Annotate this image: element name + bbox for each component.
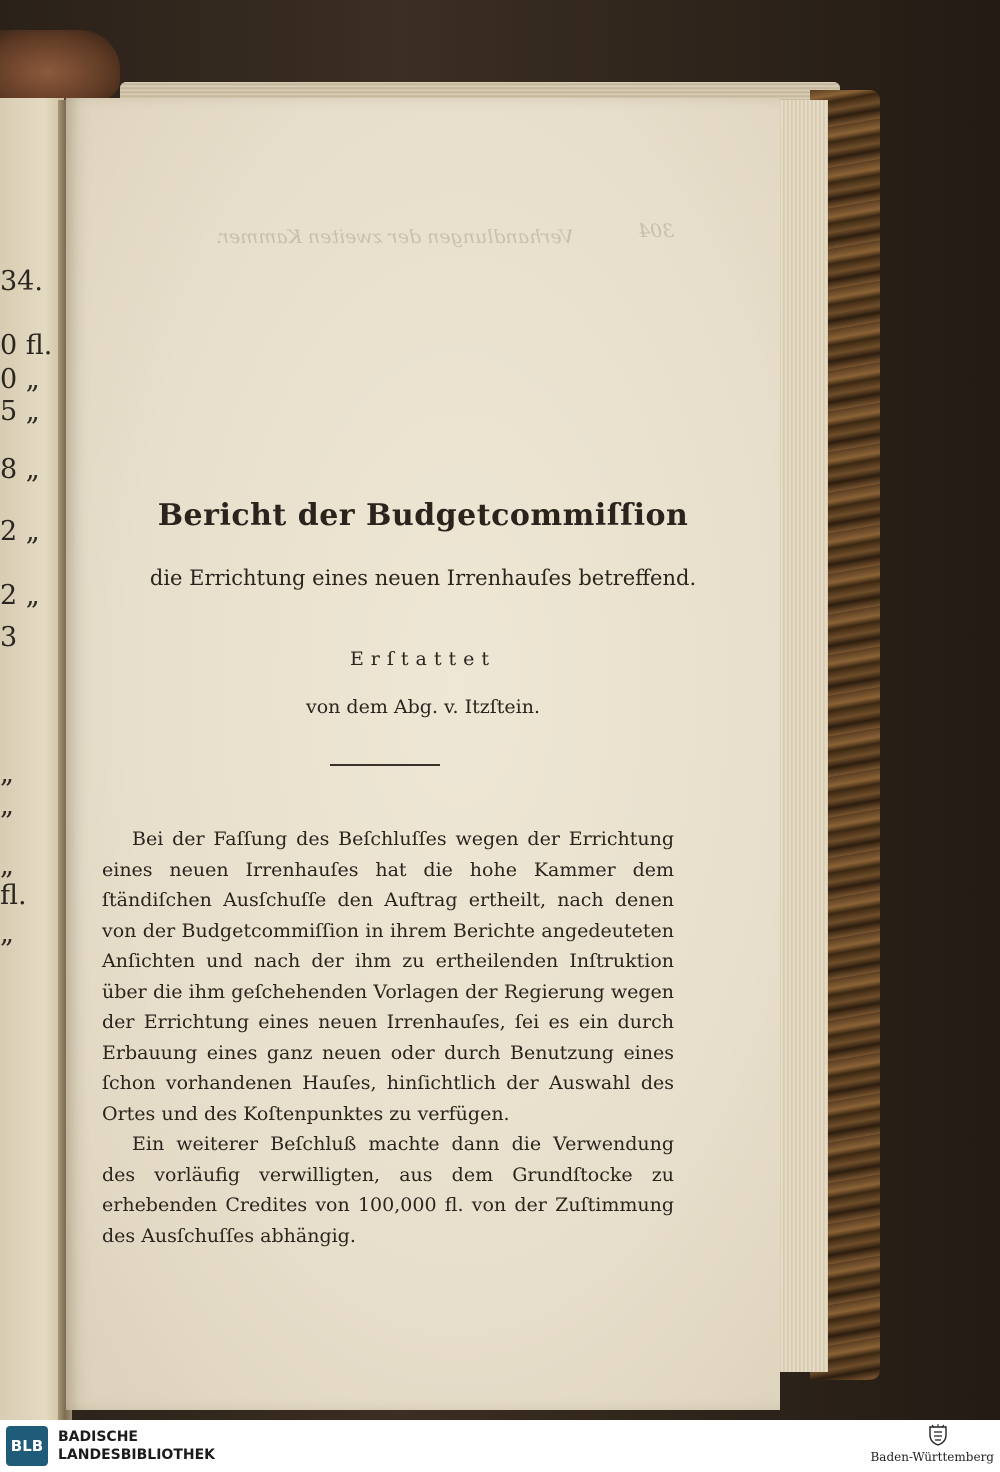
report-subtitle: die Errichtung eines neuen Irrenhauſes betreffend. — [149, 566, 697, 590]
report-body — [102, 824, 674, 1251]
fragment-text: „ — [0, 790, 14, 821]
report-title: Bericht der Budgetcommiſſion — [157, 498, 689, 533]
fragment-text: 0 fl. — [0, 330, 53, 361]
footer-bar — [0, 1420, 1000, 1472]
fragment-text: 2 „ — [0, 516, 40, 547]
body-paragraph: Bei der Faſſung des Beſchluſſes wegen der Errichtung eines neuen Irrenhauſes hat die hohe Kammer dem ſtändiſchen Ausſchuſſe den Auftrag ertheilt, nach denen von der Budgetcommiſſion in ihrem Berichte angedeuteten Anſichten und nach der ihm zu ertheilenden Inſtruktion über die ihm geſchehenden Vorlagen der Regierung wegen der Errichtung eines neuen Irrenhauſes, ſei es ein durch Erbauung eines ganz neuen oder durch Benutzung eines ſchon vorhandenen Hauſes, hinſichtlich der Auswahl des Ortes und des Koſtenpunktes zu verfügen. — [102, 828, 674, 1125]
erstattet-label: Erſtattet — [349, 648, 497, 670]
fragment-text: 8 „ — [0, 454, 40, 485]
state-name: Baden-Württemberg — [870, 1450, 994, 1464]
fragment-text: 5 „ — [0, 396, 40, 427]
library-name-line1: BADISCHE — [58, 1429, 138, 1445]
report-author: von dem Abg. v. Itzſtein. — [305, 696, 540, 718]
fragment-text: „ — [0, 918, 14, 949]
bleed-through-page-number: 304 — [638, 220, 675, 242]
fragment-text: 2 „ — [0, 580, 40, 611]
fragment-text: 0 „ — [0, 364, 40, 395]
fragment-text: 34. — [0, 266, 43, 297]
bookmark-ribbon — [0, 30, 120, 100]
library-name-line2: LANDESBIBLIOTHEK — [58, 1447, 216, 1463]
fragment-text: „ — [0, 850, 14, 881]
divider-rule — [330, 764, 440, 766]
bleed-through-header: Verhandlungen der zweiten Kammer. — [216, 226, 574, 248]
page-edges — [778, 100, 828, 1372]
coat-of-arms-icon — [928, 1424, 948, 1446]
blb-logo[interactable]: BLB — [6, 1426, 48, 1466]
book-page — [66, 98, 780, 1410]
previous-page-fragment — [0, 98, 64, 1420]
fragment-text: fl. — [0, 880, 27, 911]
body-paragraph: Ein weiterer Beſchluß machte dann die Verwendung des vorläufig verwilligten, aus dem Grundſtocke zu erhebenden Credites von 100,000 fl. von der Zuſtimmung des Ausſchuſſes abhängig. — [102, 1133, 674, 1247]
library-name[interactable] — [58, 1428, 215, 1464]
fragment-text: „ — [0, 758, 14, 789]
fragment-text: 3 — [0, 622, 18, 653]
